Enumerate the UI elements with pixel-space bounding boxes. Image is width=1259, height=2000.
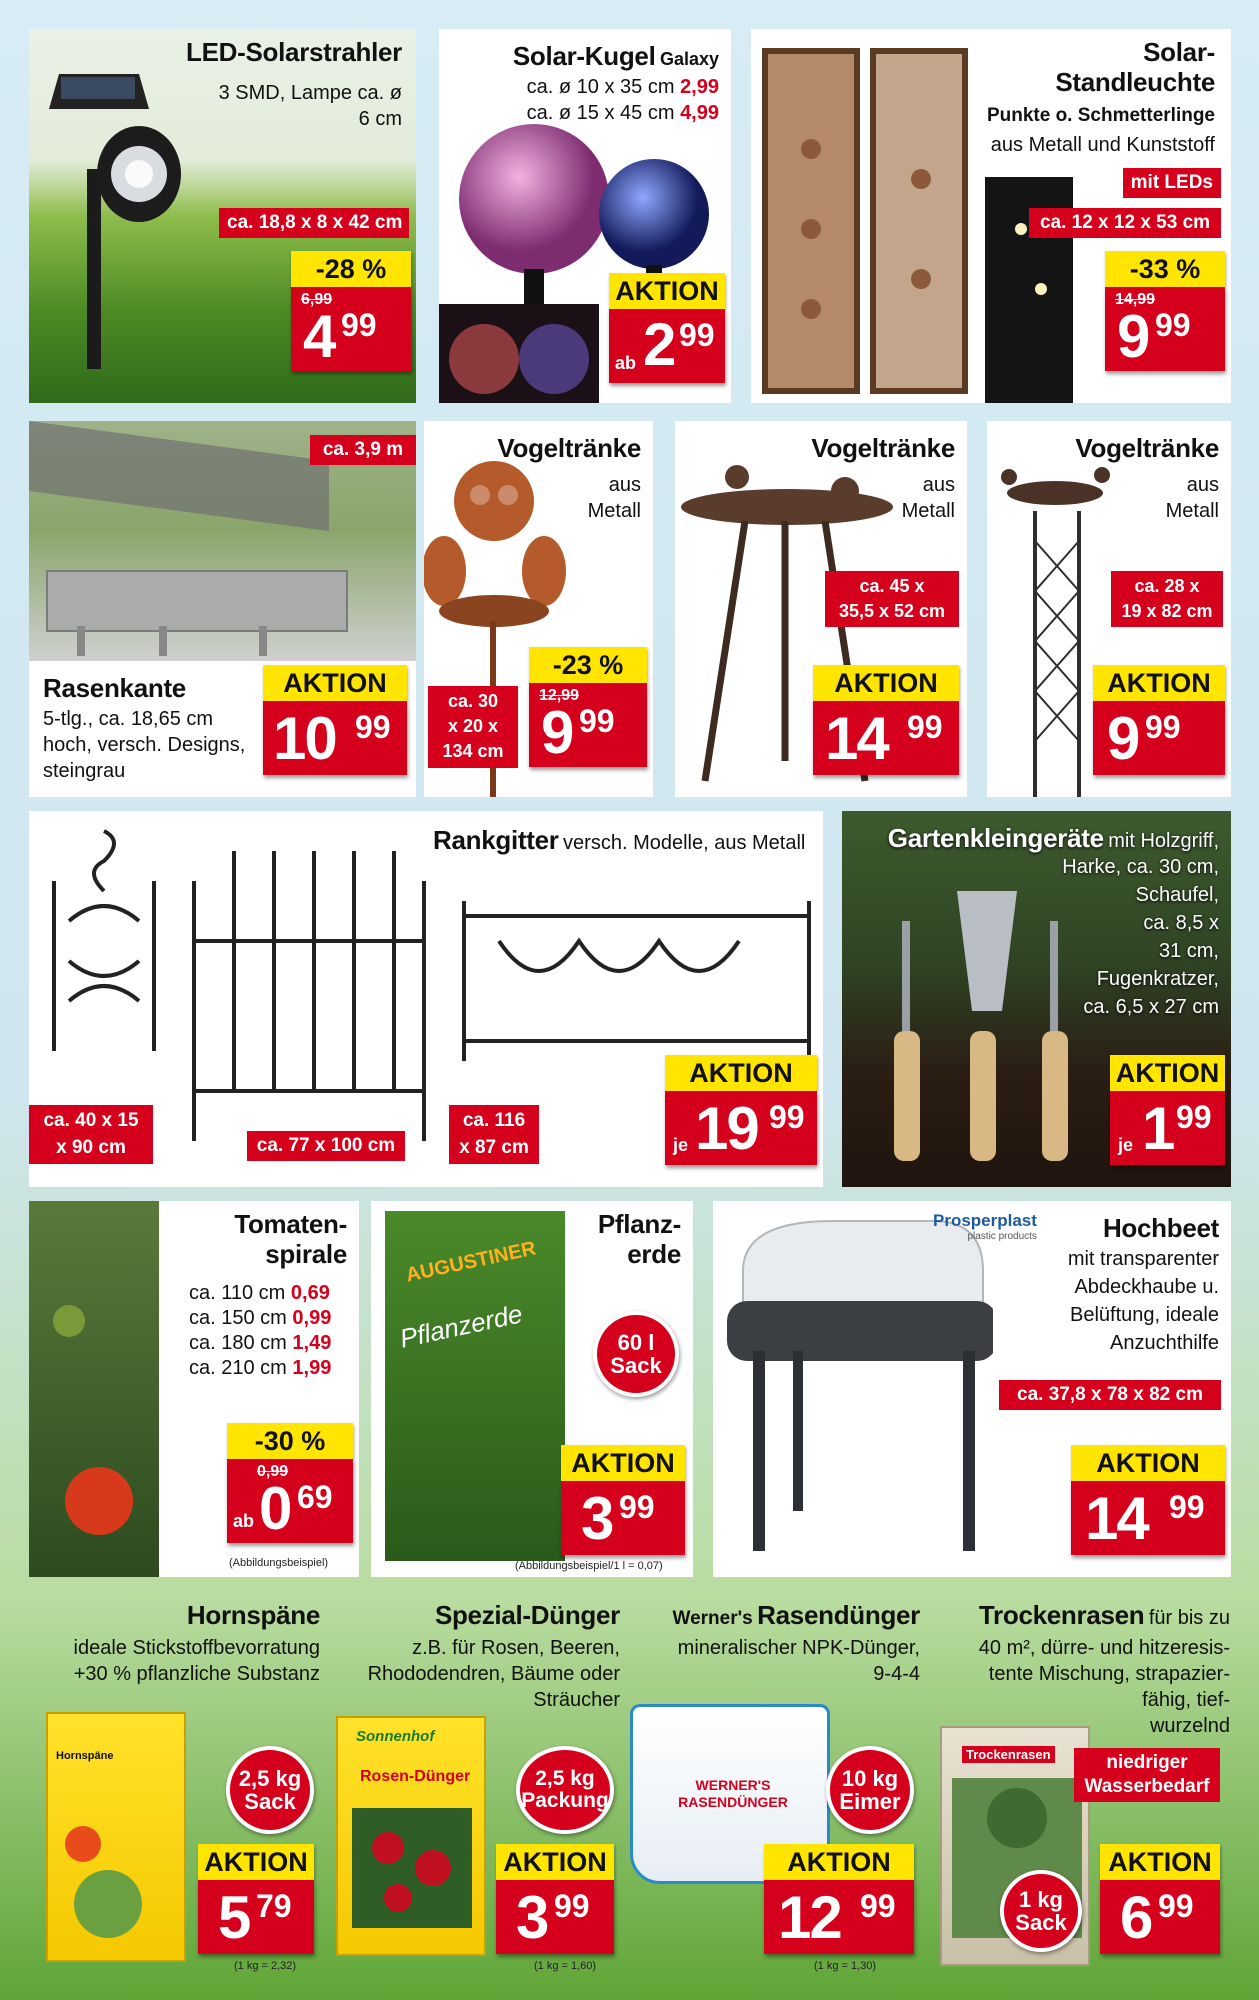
price-box: [561, 1481, 685, 1555]
product-title: Rasenkante: [43, 673, 186, 703]
variant-row: ca. ø 10 x 35 cm 2,99: [526, 76, 719, 98]
product-title-row: Trockenrasen für bis zu: [978, 1600, 1230, 1630]
price-integer: 9: [1107, 705, 1139, 772]
product-title: Hochbeet: [1102, 1213, 1219, 1243]
material-text: aus: [922, 474, 955, 496]
product-description: Sträucher: [533, 1689, 620, 1711]
material-text: Metall: [1165, 500, 1219, 522]
product-hochbeet: [713, 1201, 1231, 1577]
product-title: erde: [627, 1239, 681, 1269]
aktion-badge: AKTION: [813, 665, 959, 701]
variant-size: ca. 110 cm: [189, 1282, 286, 1304]
product-solar-kugel: [439, 29, 731, 403]
price-box: [227, 1459, 353, 1543]
product-description: 31 cm,: [1158, 940, 1219, 962]
price-cents: 99: [769, 1099, 805, 1135]
product-title: Spezial-Dünger: [434, 1600, 620, 1630]
price-integer: 12: [778, 1884, 841, 1951]
product-description: Anzuchthilfe: [1110, 1332, 1219, 1354]
price-cents: 99: [1155, 307, 1191, 343]
material-text: aus: [608, 474, 641, 496]
bag-label: Pflanzerde: [397, 1298, 526, 1354]
product-title: Vogeltränke: [1075, 433, 1219, 463]
price-box: [529, 683, 647, 767]
price-box: [198, 1880, 314, 1954]
footnote: (1 kg = 1,30): [814, 1960, 877, 1972]
price-prefix: ab: [615, 353, 637, 373]
product-title: Tomaten-: [234, 1209, 347, 1239]
discount-badge: -23 %: [529, 647, 647, 683]
material-text: Metall: [587, 500, 641, 522]
variant-row: [189, 1331, 331, 1356]
product-description: 5-tlg., ca. 18,65 cm: [43, 708, 214, 730]
product-description: Fugenkratzer,: [1096, 968, 1219, 990]
aktion-badge: AKTION: [198, 1844, 314, 1880]
discount-badge: -30 %: [227, 1423, 353, 1459]
product-description: mit transparenter: [1067, 1248, 1219, 1270]
size-tag: ca. 45 x 35,5 x 52 cm: [825, 571, 959, 627]
price-box: [665, 1091, 817, 1165]
product-spezial-duenger: [330, 1600, 620, 1980]
variant-price: 0,69: [290, 1282, 330, 1304]
discount-badge: -28 %: [291, 251, 411, 287]
price-cents: 99: [860, 1888, 896, 1924]
price-box: [1110, 1091, 1225, 1165]
size-circle: 2,5 kg Sack: [226, 1746, 314, 1834]
product-vogeltraenke-1: [424, 421, 653, 797]
size-circle: 2,5 kg Packung: [516, 1746, 614, 1834]
product-trockenrasen: [930, 1600, 1230, 1980]
product-title: Vogeltränke: [497, 433, 641, 463]
product-title: LED-Solarstrahler: [186, 37, 402, 67]
product-title-row: Rankgitter versch. Modelle, aus Metall: [433, 825, 806, 855]
product-description: 3 SMD, Lampe ca. ø: [218, 82, 402, 104]
product-title: Standleuchte: [1055, 67, 1215, 97]
price-integer: 2: [643, 311, 675, 378]
size-circle: 1 kg Sack: [1000, 1870, 1082, 1952]
price-cents: 99: [1169, 1489, 1205, 1525]
led-tag: mit LEDs: [1123, 168, 1221, 198]
product-photo: [29, 1201, 159, 1577]
package-art: [338, 1718, 486, 1956]
price-integer: 6: [1120, 1884, 1152, 1951]
price-box: [1105, 287, 1225, 371]
product-werners-rasenduenger: [630, 1600, 920, 1980]
product-pflanzerde: [371, 1201, 693, 1577]
price-box: [813, 701, 959, 775]
price-box: [1093, 701, 1225, 775]
size-tag: ca. 116 x 87 cm: [449, 1105, 539, 1164]
product-description: 6 cm: [358, 108, 402, 130]
aktion-badge: AKTION: [496, 1844, 614, 1880]
variant-row: [189, 1306, 331, 1331]
variant-row: [189, 1281, 331, 1306]
size-tag: ca. 30 x 20 x 134 cm: [428, 686, 518, 768]
product-description: z.B. für Rosen, Beeren,: [412, 1637, 620, 1659]
bag-brand: AUGUSTINER: [403, 1237, 538, 1287]
size-tag: ca. 18,8 x 8 x 42 cm: [219, 208, 409, 238]
variant-list: [189, 1281, 331, 1381]
product-package: Sonnenhof Rosen-Dünger: [336, 1716, 486, 1956]
product-description: 9-4-4: [873, 1663, 920, 1685]
price-cents: 99: [907, 709, 943, 745]
aktion-badge: AKTION: [764, 1844, 914, 1880]
product-vogeltraenke-3: [987, 421, 1231, 797]
size-circle: 60 l Sack: [593, 1311, 679, 1397]
product-description: aus Metall und Kunststoff: [990, 134, 1215, 156]
aktion-badge: AKTION: [263, 665, 407, 701]
product-description: Abdeckhaube u.: [1074, 1276, 1219, 1298]
price-cents: 99: [554, 1888, 590, 1924]
price-prefix: je: [673, 1135, 689, 1155]
package-art: [48, 1714, 186, 1962]
price-integer: 14: [1085, 1485, 1148, 1552]
size-tag: ca. 40 x 15 x 90 cm: [29, 1105, 153, 1164]
price-cents: 99: [679, 317, 715, 353]
size-circle: 10 kg Eimer: [826, 1746, 914, 1834]
price-box: [1100, 1880, 1220, 1954]
product-rasenkante: [29, 421, 416, 797]
price-cents: 79: [256, 1888, 292, 1924]
price-integer: 3: [516, 1884, 548, 1951]
price-integer: 14: [825, 705, 888, 772]
product-bucket: WERNER'S RASENDÜNGER: [630, 1704, 830, 1884]
product-description: +30 % pflanzliche Substanz: [73, 1663, 320, 1685]
aktion-badge: AKTION: [1093, 665, 1225, 701]
product-title: spirale: [265, 1239, 347, 1269]
product-hornspaene: [30, 1600, 320, 1980]
price-box: [609, 309, 725, 383]
product-description: mineralischer NPK-Dünger,: [677, 1637, 920, 1659]
length-tag: ca. 3,9 m: [310, 435, 416, 465]
price-integer: 1: [1142, 1095, 1174, 1162]
aktion-badge: AKTION: [665, 1055, 817, 1091]
material-text: aus: [1186, 474, 1219, 496]
product-description: Belüftung, ideale: [1069, 1304, 1219, 1326]
product-vogeltraenke-2: [675, 421, 967, 797]
price-box: [291, 287, 411, 371]
aktion-badge: AKTION: [1071, 1445, 1225, 1481]
product-photo: [385, 1211, 565, 1561]
footnote: (1 kg = 2,32): [234, 1960, 297, 1972]
size-tag: ca. 77 x 100 cm: [247, 1131, 405, 1161]
price-cents: 99: [1158, 1888, 1194, 1924]
price-prefix: je: [1118, 1135, 1134, 1155]
product-tomatenspirale: [29, 1201, 359, 1577]
product-title: Vogeltränke: [811, 433, 955, 463]
product-description: hoch, versch. Designs,: [43, 734, 246, 756]
price-cents: 99: [619, 1489, 655, 1525]
price-cents: 99: [1145, 709, 1181, 745]
product-description: steingrau: [43, 760, 126, 782]
product-title: Solar-Kugel Galaxy: [512, 41, 719, 71]
product-description: 40 m², dürre- und hitzeresis-: [978, 1637, 1230, 1659]
product-title-row: Gartenkleingeräte mit Holzgriff,: [887, 823, 1219, 853]
product-title-row: Werner's Rasendünger: [672, 1600, 920, 1630]
price-integer: 9: [541, 699, 573, 766]
variant-price: 1,99: [292, 1357, 332, 1379]
product-description: fähig, tief-: [1142, 1689, 1230, 1711]
product-title: Hornspäne: [186, 1600, 320, 1630]
price-box: [764, 1880, 914, 1954]
aktion-badge: AKTION: [1100, 1844, 1220, 1880]
product-description: wurzelnd: [1149, 1715, 1230, 1737]
product-led-solarstrahler: [29, 29, 416, 403]
price-box: [1071, 1481, 1225, 1555]
variant-size: ca. 210 cm: [189, 1357, 287, 1379]
brand-logo: Prosperplast plastic products: [933, 1211, 1037, 1243]
product-gartenkleingeraete: [842, 811, 1231, 1187]
aktion-badge: AKTION: [1110, 1055, 1225, 1091]
footnote: (Abbildungsbeispiel): [229, 1557, 329, 1569]
old-price: 0,99: [257, 1463, 289, 1480]
product-solar-standleuchte: [751, 29, 1231, 403]
price-integer: 0: [259, 1475, 291, 1542]
water-tag: niedriger Wasserbedarf: [1074, 1748, 1220, 1802]
aktion-badge: AKTION: [561, 1445, 685, 1481]
variant-row: [189, 1356, 331, 1381]
material-text: Metall: [901, 500, 955, 522]
product-description: Schaufel,: [1135, 884, 1219, 906]
price-prefix: ab: [233, 1511, 255, 1531]
tomato-plant-illustration: [29, 1201, 159, 1577]
raised-bed-illustration: [713, 1201, 993, 1577]
price-box: [263, 701, 407, 775]
price-integer: 10: [273, 705, 336, 772]
product-description: tente Mischung, strapazier-: [988, 1663, 1230, 1685]
price-integer: 4: [303, 303, 335, 370]
variant-price: 1,49: [292, 1332, 332, 1354]
product-rankgitter: [29, 811, 823, 1187]
old-price: 14,99: [1115, 291, 1156, 308]
old-price: 6,99: [301, 291, 333, 308]
aktion-badge: AKTION: [609, 273, 725, 309]
footnote: (Abbildungsbeispiel/1 l = 0,07): [515, 1560, 663, 1572]
discount-badge: -33 %: [1105, 251, 1225, 287]
size-tag: ca. 37,8 x 78 x 82 cm: [999, 1380, 1221, 1410]
price-integer: 5: [218, 1884, 250, 1951]
product-title: Pflanz-: [597, 1209, 681, 1239]
variant-row: ca. ø 15 x 45 cm 4,99: [526, 102, 719, 124]
product-package: Hornspäne: [46, 1712, 186, 1962]
price-cents: 99: [1176, 1099, 1212, 1135]
product-description: ca. 8,5 x: [1143, 912, 1219, 934]
footnote: (1 kg = 1,60): [534, 1960, 597, 1972]
price-integer: 3: [581, 1485, 613, 1552]
variant-size: ca. 150 cm: [189, 1307, 287, 1329]
product-description: Harke, ca. 30 cm,: [1062, 856, 1219, 878]
variant-price: 0,99: [292, 1307, 332, 1329]
product-package: Trockenrasen: [940, 1726, 1090, 1966]
price-cents: 99: [579, 703, 615, 739]
product-description: ca. 6,5 x 27 cm: [1083, 996, 1219, 1018]
price-box: [496, 1880, 614, 1954]
price-cents: 69: [297, 1479, 333, 1515]
product-description: Rhododendren, Bäume oder: [367, 1663, 620, 1685]
product-subtitle: Punkte o. Schmetterlinge: [986, 105, 1215, 126]
price-integer: 9: [1117, 303, 1149, 370]
price-cents: 99: [341, 307, 377, 343]
size-tag: ca. 28 x 19 x 82 cm: [1111, 571, 1223, 627]
product-description: ideale Stickstoffbevorratung: [73, 1637, 320, 1659]
size-tag: ca. 12 x 12 x 53 cm: [1029, 208, 1221, 238]
price-cents: 99: [355, 709, 391, 745]
old-price: 12,99: [539, 687, 580, 704]
product-title: Solar-: [1143, 37, 1215, 67]
price-integer: 19: [695, 1095, 758, 1162]
variant-size: ca. 180 cm: [189, 1332, 287, 1354]
